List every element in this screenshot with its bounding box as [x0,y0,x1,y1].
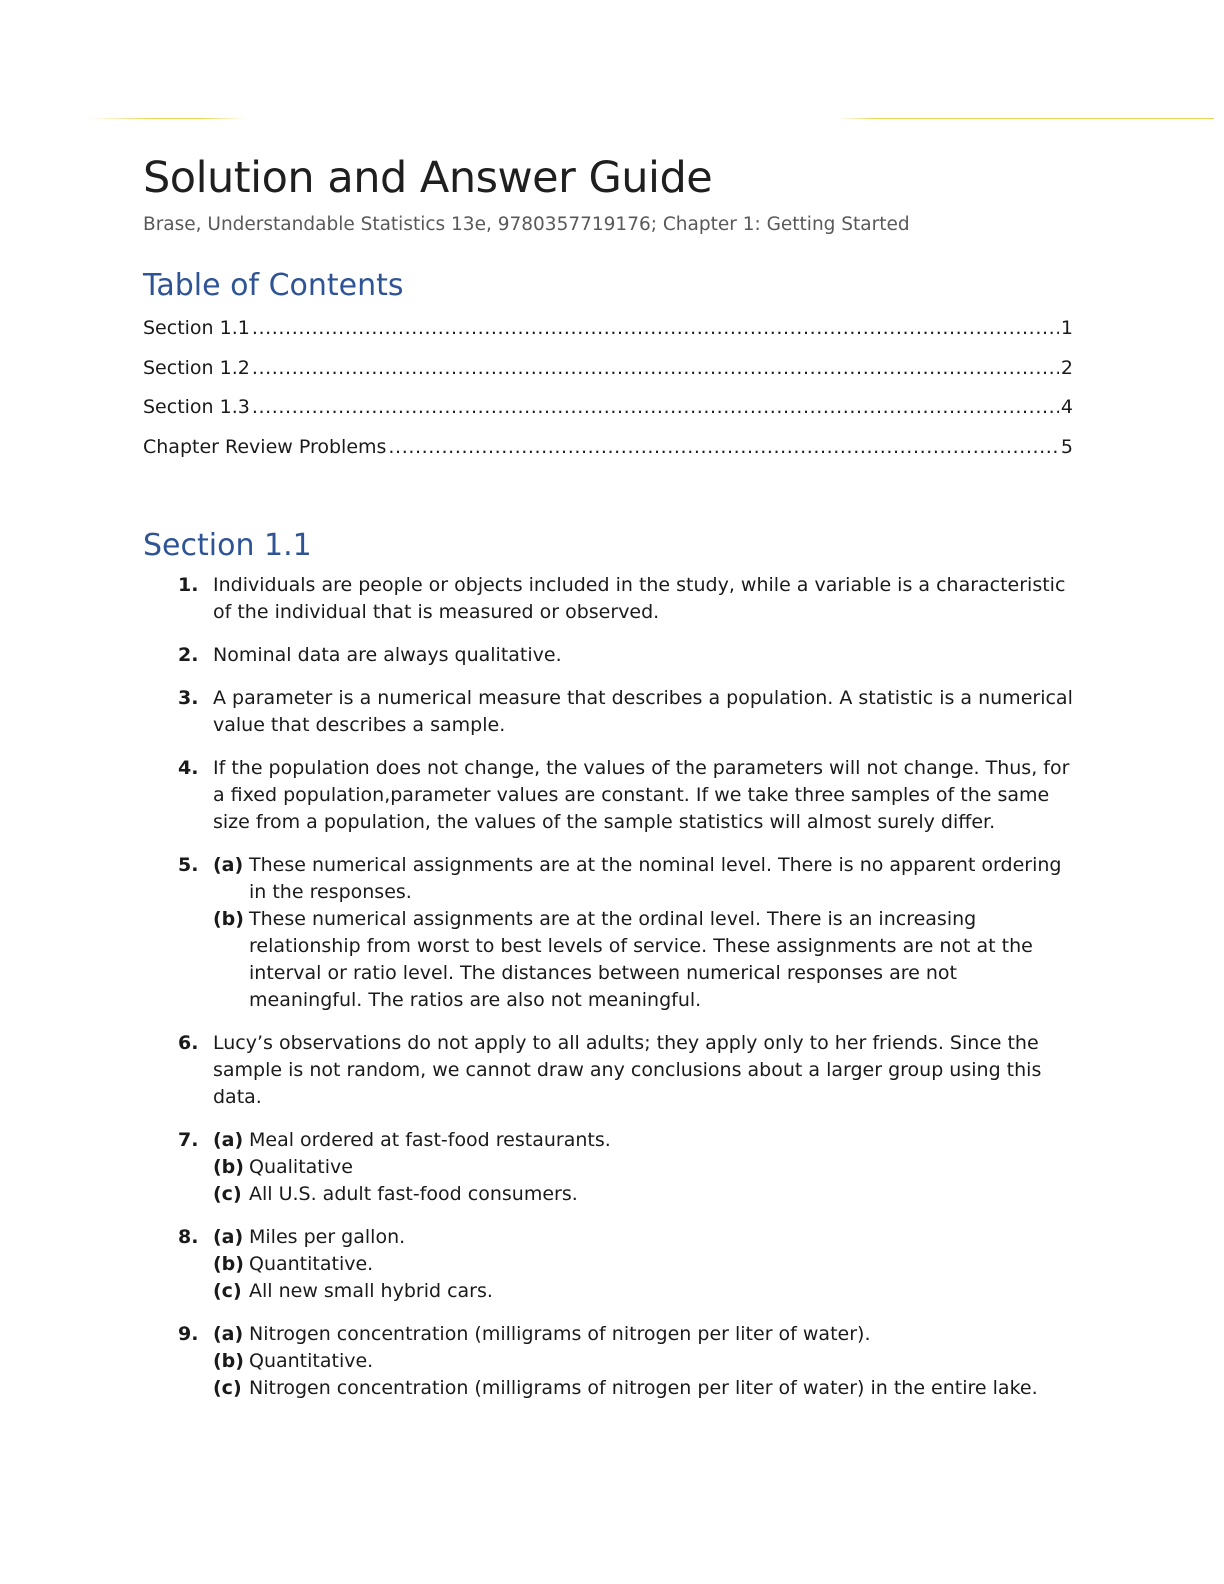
answer-item [143,1224,1073,1305]
table-of-contents [143,308,1073,466]
part-text: Miles per gallon. [249,1226,406,1248]
answer-text: If the population does not change, the values of the parameters will not change. Thus, for a fixed population,parameter values are constant. If we take three samples of the same size from a population, the values of the sample statistics will almost surely differ. [213,757,1070,833]
toc-entry-page[interactable]: 1 [1060,317,1073,339]
part-label: (b) [213,1253,244,1275]
toc-entry-label[interactable]: Chapter Review Problems [143,435,387,458]
answer-part [213,1154,1073,1181]
toc-entry-label[interactable]: Section 1.1 [143,317,250,339]
answer-number: 3. [178,687,199,709]
toc-entry[interactable] [143,387,1073,427]
toc-entry[interactable] [143,427,1073,467]
part-text: These numerical assignments are at the ordinal level. There is an increasing relationship from worst to best levels of service. These assignments are not at the interval or ratio level. The distances between numerical responses are not meaningful. The ratios are also not meaningful. [249,908,1033,1011]
answer-item [143,685,1073,739]
answer-parts [213,852,1073,1014]
part-text: These numerical assignments are at the nominal level. There is no apparent ordering in the responses. [249,854,1062,903]
toc-entry[interactable] [143,348,1073,388]
toc-leader-dots [388,427,1058,467]
document-page [143,150,1073,1418]
header-rule-right [838,118,1214,119]
answer-part [213,1181,1073,1208]
answer-part [213,1321,1073,1348]
toc-leader-dots [252,308,1059,348]
answer-part [213,852,1073,906]
part-text: All U.S. adult fast-food consumers. [249,1183,578,1205]
toc-leader-dots [252,348,1059,388]
document-title: Solution and Answer Guide [143,153,713,203]
part-label: (a) [213,1323,244,1345]
toc-entry-page[interactable]: 5 [1060,435,1073,458]
answer-parts [213,1321,1073,1402]
part-label: (c) [213,1377,242,1399]
toc-entry-page[interactable]: 4 [1060,396,1073,418]
answer-part [213,906,1073,1014]
toc-leader-dots [252,387,1059,427]
part-label: (c) [213,1183,242,1205]
answer-number: 9. [178,1323,199,1345]
answer-part [213,1224,1073,1251]
answer-number: 1. [178,574,199,596]
part-label: (b) [213,1350,244,1372]
answer-part [213,1278,1073,1305]
answer-number: 6. [178,1032,199,1054]
part-text: All new small hybrid cars. [249,1280,493,1302]
part-label: (c) [213,1280,242,1302]
answer-item [143,642,1073,669]
answer-list [143,572,1073,1402]
answer-item [143,572,1073,626]
toc-entry-label[interactable]: Section 1.3 [143,396,250,418]
part-label: (b) [213,1156,244,1178]
part-label: (a) [213,854,244,876]
toc-heading: Table of Contents [143,268,404,303]
answer-part [213,1127,1073,1154]
answer-item [143,1127,1073,1208]
answer-item [143,1030,1073,1111]
header-rule-left [88,118,248,119]
answer-number: 7. [178,1129,199,1151]
section-heading: Section 1.1 [143,528,312,563]
answer-number: 5. [178,854,199,876]
answer-text: Lucy’s observations do not apply to all adults; they apply only to her friends. Since the sample is not random, we cannot draw any conclusions about a larger group using this data. [213,1032,1042,1108]
toc-entry[interactable] [143,308,1073,348]
part-text: Nitrogen concentration (milligrams of nitrogen per liter of water) in the entire lake. [249,1377,1038,1399]
toc-entry-page[interactable]: 2 [1060,356,1073,379]
answer-text: Individuals are people or objects included in the study, while a variable is a characteristic of the individual that is measured or observed. [213,574,1066,623]
answer-part [213,1375,1073,1402]
part-text: Qualitative [249,1156,353,1178]
part-label: (a) [213,1129,244,1151]
answer-text: Nominal data are always qualitative. [213,644,562,666]
toc-entry-label[interactable]: Section 1.2 [143,356,250,379]
answer-parts [213,1127,1073,1208]
part-label: (a) [213,1226,244,1248]
answer-number: 4. [178,757,199,779]
answer-text: A parameter is a numerical measure that describes a population. A statistic is a numerical value that describes a sample. [213,687,1073,736]
part-text: Quantitative. [249,1253,374,1275]
part-text: Nitrogen concentration (milligrams of nitrogen per liter of water). [249,1323,871,1345]
answer-part [213,1251,1073,1278]
answer-part [213,1348,1073,1375]
answer-item [143,852,1073,1014]
answer-item [143,755,1073,836]
answer-parts [213,1224,1073,1305]
answer-number: 2. [178,644,199,666]
part-text: Quantitative. [249,1350,374,1372]
document-subtitle: Brase, Understandable Statistics 13e, 9780357719176; Chapter 1: Getting Started [143,214,910,235]
part-text: Meal ordered at fast-food restaurants. [249,1129,611,1151]
answer-item [143,1321,1073,1402]
answer-number: 8. [178,1226,199,1248]
part-label: (b) [213,908,244,930]
